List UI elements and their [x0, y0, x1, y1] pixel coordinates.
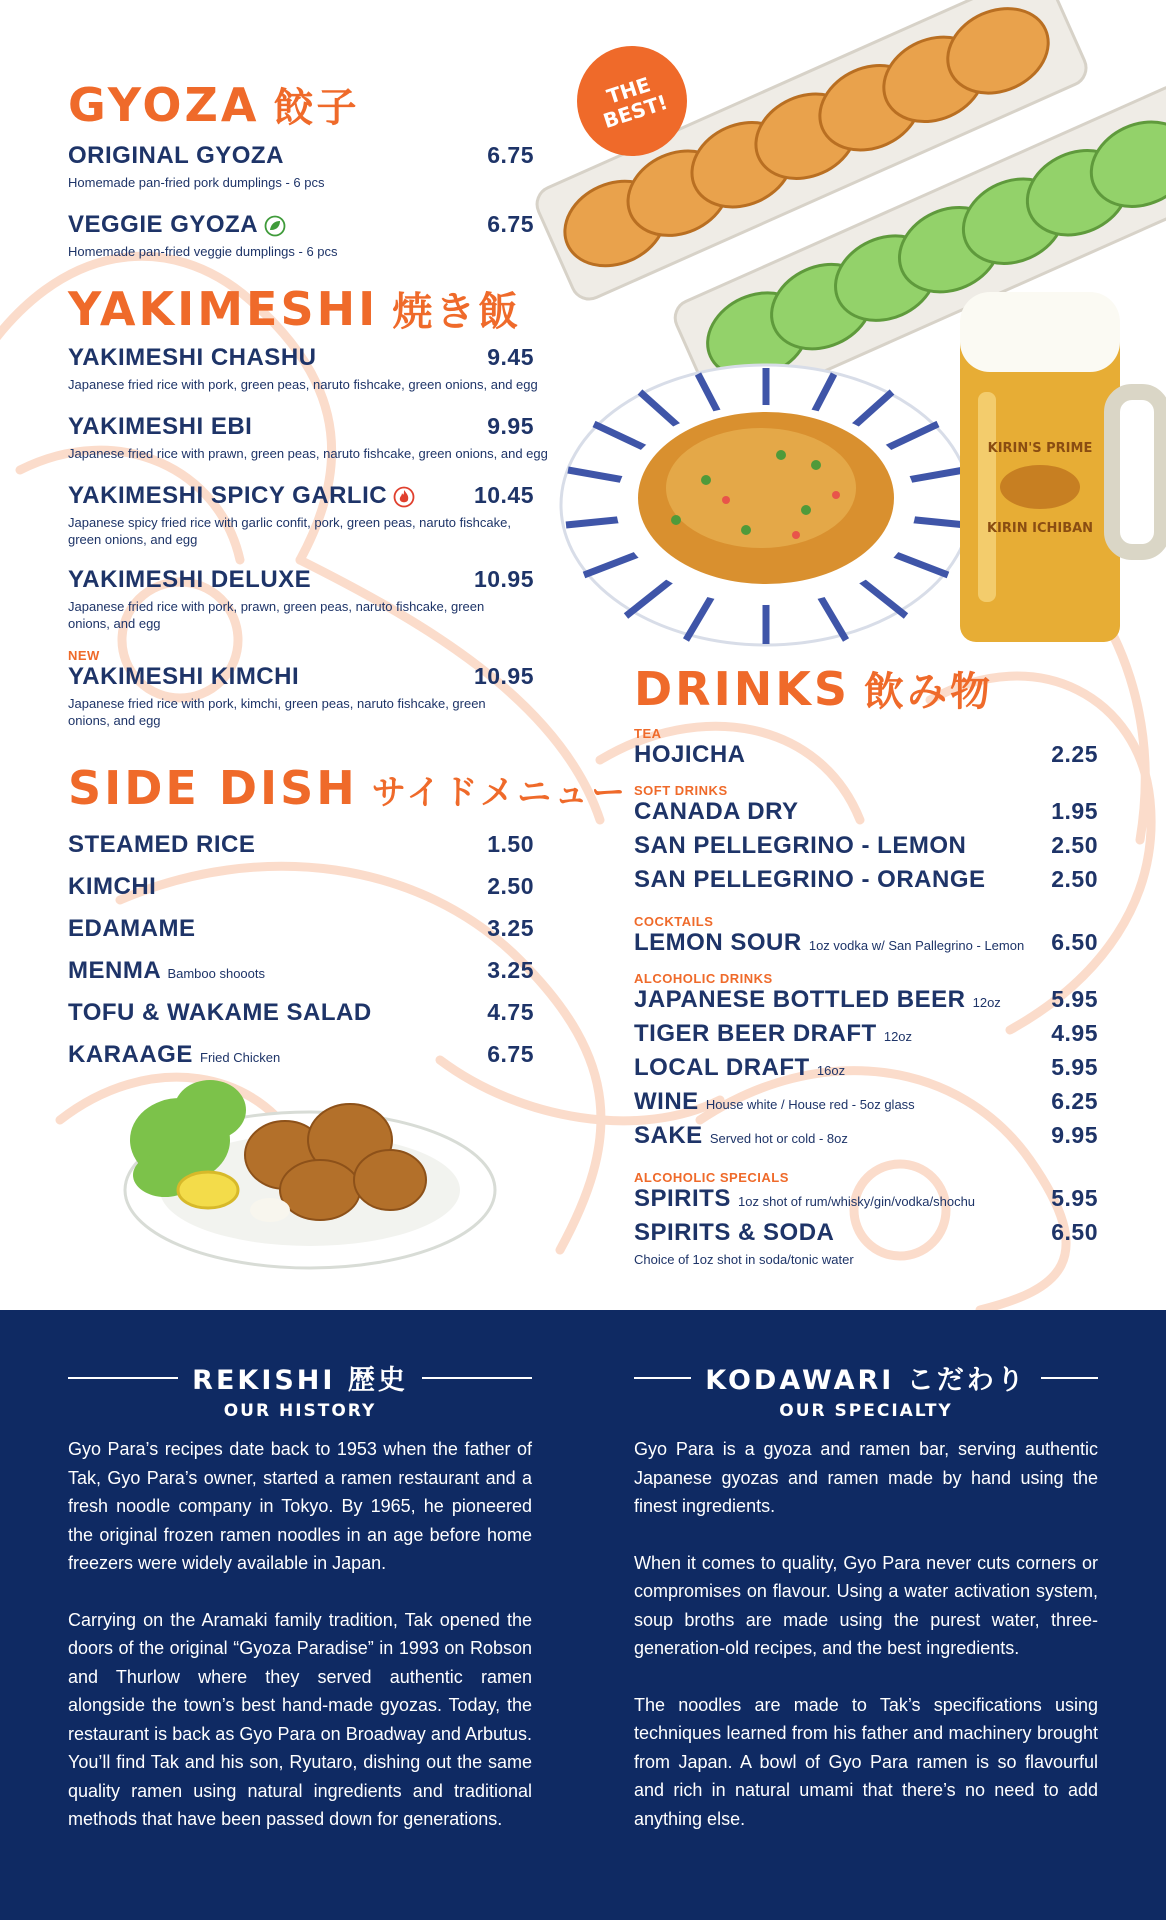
side-dish-heading: SIDE DISH サイドメニュー [68, 761, 629, 815]
item-name: JAPANESE BOTTLED BEER [634, 986, 966, 1013]
group-label: ALCOHOLIC SPECIALS [634, 1170, 789, 1185]
drinks-column [634, 662, 1098, 1268]
drinks-heading: DRINKS 飲み物 [634, 662, 993, 716]
item-description: Japanese fried rice with pork, green peas, naruto fishcake, green onions, and egg [68, 377, 538, 392]
drink-group-cocktails [634, 914, 1098, 957]
item-name: TIGER BEER DRAFT [634, 1020, 877, 1047]
menu-item [68, 873, 534, 915]
item-price: 6.75 [487, 142, 534, 168]
specialty-paragraph: The noodles are made to Tak’s specifications using techniques learned from his father and machinery brought from Japan. A bowl of Gyo Para ramen is so flavourful and rich in natural umami that there’s no need to add anything else. [634, 1694, 1098, 1829]
item-price: 2.50 [1051, 832, 1098, 858]
item-name: WINE [634, 1088, 699, 1115]
item-name: HOJICHA [634, 741, 746, 768]
item-price: 5.95 [1051, 986, 1098, 1012]
drink-item [634, 929, 1098, 957]
flame-icon [393, 486, 415, 508]
menu-item [68, 142, 534, 191]
drink-group-soft-drinks [634, 783, 1098, 900]
divider [68, 1377, 178, 1379]
item-price: 9.95 [487, 413, 534, 439]
drink-item [634, 1122, 1098, 1156]
the-best-badge: THE BEST! [577, 46, 687, 156]
item-price: 2.25 [1051, 741, 1098, 767]
item-price: 10.95 [473, 566, 534, 592]
menu-item [68, 344, 538, 393]
item-price: 1.95 [1051, 798, 1098, 824]
item-description: Japanese fried rice with prawn, green peas, naruto fishcake, green onions, and egg [68, 446, 548, 461]
about-section [0, 1310, 1166, 1920]
drink-item [634, 986, 1098, 1020]
item-name: CANADA DRY [634, 798, 799, 825]
specialty-title: KODAWARI こだわり [705, 1365, 1027, 1396]
item-price: 6.75 [487, 211, 534, 237]
drink-item [634, 832, 1098, 866]
drink-group-specials [634, 1170, 1098, 1268]
specialty-subtitle: OUR SPECIALTY [779, 1401, 953, 1421]
item-price: 10.95 [473, 663, 534, 689]
item-name: KIMCHI [68, 873, 157, 900]
item-price: 6.50 [1051, 929, 1098, 955]
group-label: SOFT DRINKS [634, 783, 728, 798]
item-name: KARAAGE [68, 1041, 193, 1068]
svg-text:KIRIN ICHIBAN: KIRIN ICHIBAN [986, 521, 1094, 536]
item-price: 9.95 [1051, 1122, 1098, 1148]
item-price: 2.50 [1051, 866, 1098, 892]
item-name: YAKIMESHI KIMCHI [68, 663, 300, 690]
drink-item [634, 1088, 1098, 1122]
item-price: 5.95 [1051, 1185, 1098, 1211]
item-note: 12oz [883, 1029, 913, 1044]
divider [1041, 1377, 1098, 1379]
yakimeshi-heading: YAKIMESHI 焼き飯 [68, 282, 522, 336]
item-description: Homemade pan-fried pork dumplings - 6 pcs [68, 175, 325, 190]
menu-item [68, 915, 534, 957]
item-name: SAN PELLEGRINO - LEMON [634, 832, 967, 859]
item-price: 3.25 [487, 915, 534, 941]
drink-item [634, 798, 1098, 832]
item-name: YAKIMESHI EBI [68, 413, 253, 440]
drink-item [634, 1219, 1098, 1247]
item-price: 9.45 [487, 344, 534, 370]
fried-rice-plate-image [556, 360, 976, 650]
menu-item [68, 831, 534, 873]
item-name: YAKIMESHI SPICY GARLIC [68, 482, 388, 509]
item-name: VEGGIE GYOZA [68, 211, 259, 238]
item-note: Bamboo shooots [167, 966, 266, 981]
drink-group-tea [634, 726, 1098, 769]
menu-item [68, 211, 534, 260]
specialty-paragraph: When it comes to quality, Gyo Para never cuts corners or compromises on flavour. Using a water activation system, soup broths are made using the purest water, three-generation-old recipes, and the best ingredients. [634, 1552, 1098, 1658]
item-price: 4.95 [1051, 1020, 1098, 1046]
item-name: SAN PELLEGRINO - ORANGE [634, 866, 986, 893]
group-label: TEA [634, 726, 662, 741]
item-description: Japanese fried rice with pork, kimchi, green peas, naruto fishcake, green onions, and egg [68, 696, 486, 728]
item-name: LEMON SOUR [634, 929, 802, 956]
drink-item [634, 1054, 1098, 1088]
svg-text:KIRIN'S PRIME: KIRIN'S PRIME [987, 441, 1093, 456]
item-description: Japanese spicy fried rice with garlic confit, pork, green peas, naruto fishcake, green onions, and egg [68, 515, 511, 547]
item-name: SAKE [634, 1122, 703, 1149]
menu-item [68, 648, 534, 729]
item-note: 1oz vodka w/ San Pallegrino - Lemon [808, 938, 1025, 953]
menu-item [68, 957, 534, 999]
drink-item [634, 1020, 1098, 1054]
item-price: 10.45 [473, 482, 534, 508]
item-name: LOCAL DRAFT [634, 1054, 810, 1081]
left-column [68, 78, 629, 1083]
item-note: 16oz [816, 1063, 846, 1078]
item-price: 1.50 [487, 831, 534, 857]
leaf-icon [264, 215, 286, 237]
item-note: 1oz shot of rum/whisky/gin/vodka/shochu [738, 1194, 976, 1209]
drink-group-alcoholic [634, 971, 1098, 1156]
menu-item [68, 566, 534, 632]
item-name: ORIGINAL GYOZA [68, 142, 284, 169]
menu-item [68, 482, 534, 548]
item-name: TOFU & WAKAME SALAD [68, 999, 372, 1026]
item-price: 6.25 [1051, 1088, 1098, 1114]
history-title: REKISHI 歴史 [192, 1365, 408, 1396]
history-block [68, 1358, 532, 1834]
item-description: Japanese fried rice with pork, prawn, green peas, naruto fishcake, green onions, and egg [68, 599, 485, 631]
divider [422, 1377, 532, 1379]
item-price: 3.25 [487, 957, 534, 983]
item-description: Homemade pan-fried veggie dumplings - 6 pcs [68, 244, 338, 259]
history-paragraph: Carrying on the Aramaki family tradition, Tak opened the doors of the original “Gyoza Paradise” in 1993 on Robson and Thurlow where they served authentic ramen alongside the town’s best hand-made gyozas. Today, the restaurant is back as Gyo Para on Broadway and Arbutus. You’ll find Tak and his son, Ryutaro, dishing out the same quality ramen using natural ingredients and traditional methods that have been passed down for generations. [68, 1609, 532, 1829]
item-price: 6.75 [487, 1041, 534, 1067]
item-price: 6.50 [1051, 1219, 1098, 1245]
drink-item [634, 866, 1098, 900]
item-note: Served hot or cold - 8oz [709, 1131, 848, 1146]
group-label: ALCOHOLIC DRINKS [634, 971, 773, 986]
menu-item [68, 999, 534, 1041]
history-subtitle: OUR HISTORY [223, 1401, 377, 1421]
beer-mug-image [952, 282, 1166, 662]
item-name: STEAMED RICE [68, 831, 256, 858]
history-paragraph: Gyo Para’s recipes date back to 1953 when the father of Tak, Gyo Para’s owner, started a ramen restaurant and a fresh noodle company in Tokyo. By 1965, he pioneered the original frozen ramen noodles in an age before home freezers were widely available in Japan. [68, 1439, 532, 1573]
divider [634, 1377, 691, 1379]
item-name: SPIRITS & SODA [634, 1219, 835, 1246]
specialty-block [634, 1358, 1098, 1833]
item-name: MENMA [68, 957, 161, 984]
drink-item [634, 1185, 1098, 1219]
group-label: COCKTAILS [634, 914, 714, 929]
menu-item [68, 1041, 534, 1083]
item-description: Choice of 1oz shot in soda/tonic water [634, 1252, 854, 1267]
drink-item [634, 741, 1098, 769]
item-name: SPIRITS [634, 1185, 731, 1212]
item-note: Fried Chicken [200, 1050, 281, 1065]
item-name: YAKIMESHI DELUXE [68, 566, 312, 593]
menu-item [68, 413, 548, 462]
gyoza-heading: GYOZA 餃子 [68, 78, 360, 132]
item-price: 4.75 [487, 999, 534, 1025]
specialty-paragraph: Gyo Para is a gyoza and ramen bar, serving authentic Japanese gyozas and ramen made by hand using the finest ingredients. [634, 1439, 1098, 1516]
item-name: EDAMAME [68, 915, 196, 942]
side-dish-list [68, 831, 534, 1083]
item-note: 12oz [972, 995, 1001, 1010]
item-note: House white / House red - 5oz glass [705, 1097, 915, 1112]
new-label: NEW [68, 648, 100, 663]
item-price: 5.95 [1051, 1054, 1098, 1080]
item-price: 2.50 [487, 873, 534, 899]
item-name: YAKIMESHI CHASHU [68, 344, 317, 371]
